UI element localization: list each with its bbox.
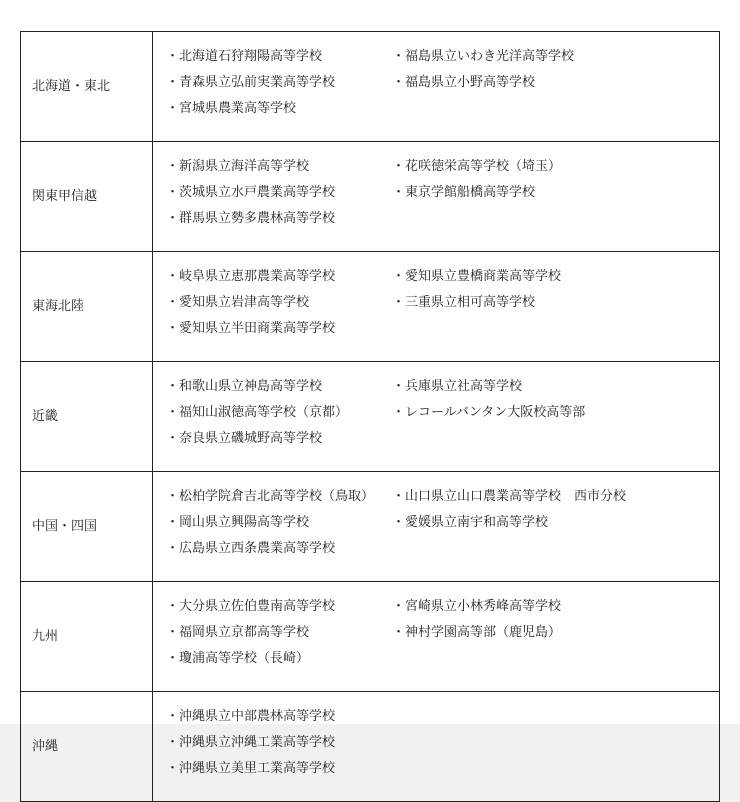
table-row bbox=[21, 582, 720, 692]
school-item: ・広島県立西条農業高等学校 bbox=[166, 541, 336, 556]
school-item: ・青森県立弘前実業高等学校 bbox=[166, 75, 336, 90]
school-item: ・兵庫県立社高等学校 bbox=[392, 379, 523, 394]
school-item: ・新潟県立海洋高等学校 bbox=[166, 159, 310, 174]
school-grid bbox=[153, 704, 719, 782]
table-row bbox=[21, 472, 720, 582]
school-item: ・愛知県立半田商業高等学校 bbox=[166, 321, 336, 336]
region-cell: 関東甲信越 bbox=[21, 142, 153, 252]
table-row bbox=[21, 692, 720, 802]
school-grid bbox=[153, 484, 719, 562]
school-grid bbox=[153, 594, 719, 672]
school-item: ・花咲徳栄高等学校（埼玉） bbox=[392, 159, 562, 174]
school-item: ・宮城県農業高等学校 bbox=[166, 101, 297, 116]
school-item bbox=[392, 426, 719, 452]
school-list-table bbox=[20, 31, 720, 802]
school-item: ・和歌山県立神島高等学校 bbox=[166, 379, 323, 394]
table-row bbox=[21, 252, 720, 362]
school-list-cell bbox=[153, 32, 720, 142]
school-item: ・宮崎県立小林秀峰高等学校 bbox=[392, 599, 562, 614]
school-list-cell bbox=[153, 582, 720, 692]
school-item bbox=[392, 704, 719, 730]
school-list-cell bbox=[153, 362, 720, 472]
school-item: ・福岡県立京都高等学校 bbox=[166, 625, 310, 640]
school-item: ・岐阜県立恵那農業高等学校 bbox=[166, 269, 336, 284]
school-grid bbox=[153, 374, 719, 452]
school-item: ・瓊浦高等学校（長崎） bbox=[166, 651, 310, 666]
school-item: ・愛知県立岩津高等学校 bbox=[166, 295, 310, 310]
school-item bbox=[392, 316, 719, 342]
school-item: ・群馬県立勢多農林高等学校 bbox=[166, 211, 336, 226]
table-row bbox=[21, 362, 720, 472]
region-cell: 近畿 bbox=[21, 362, 153, 472]
school-item: ・福島県立いわき光洋高等学校 bbox=[392, 49, 575, 64]
school-grid bbox=[153, 154, 719, 232]
school-item: ・岡山県立興陽高等学校 bbox=[166, 515, 310, 530]
school-list-cell bbox=[153, 472, 720, 582]
school-item: ・レコールバンタン大阪校高等部 bbox=[392, 405, 586, 420]
school-item bbox=[392, 730, 719, 756]
school-item: ・松柏学院倉吉北高等学校（鳥取） bbox=[166, 489, 375, 504]
school-item bbox=[392, 206, 719, 232]
school-item: ・福知山淑徳高等学校（京都） bbox=[166, 405, 349, 420]
table-body bbox=[21, 32, 720, 802]
school-item bbox=[392, 756, 719, 782]
school-item: ・神村学園高等部（鹿児島） bbox=[392, 625, 562, 640]
school-grid bbox=[153, 264, 719, 342]
school-grid bbox=[153, 44, 719, 122]
school-item: ・愛知県立豊橋商業高等学校 bbox=[392, 269, 562, 284]
school-list-cell bbox=[153, 142, 720, 252]
school-item: ・愛媛県立南宇和高等学校 bbox=[392, 515, 549, 530]
region-cell: 北海道・東北 bbox=[21, 32, 153, 142]
school-list-cell bbox=[153, 252, 720, 362]
region-cell: 東海北陸 bbox=[21, 252, 153, 362]
school-item bbox=[392, 536, 719, 562]
school-list-cell bbox=[153, 692, 720, 802]
school-item: ・沖縄県立中部農林高等学校 bbox=[166, 709, 336, 724]
table-row bbox=[21, 32, 720, 142]
region-cell: 沖縄 bbox=[21, 692, 153, 802]
school-item: ・奈良県立磯城野高等学校 bbox=[166, 431, 323, 446]
school-item: ・大分県立佐伯豊南高等学校 bbox=[166, 599, 336, 614]
school-item: ・山口県立山口農業高等学校 西市分校 bbox=[392, 489, 627, 504]
school-item: ・北海道石狩翔陽高等学校 bbox=[166, 49, 323, 64]
school-item bbox=[392, 646, 719, 672]
table-row bbox=[21, 142, 720, 252]
school-item: ・東京学館船橋高等学校 bbox=[392, 185, 536, 200]
region-cell: 中国・四国 bbox=[21, 472, 153, 582]
school-item bbox=[392, 96, 719, 122]
school-item: ・茨城県立水戸農業高等学校 bbox=[166, 185, 336, 200]
school-item: ・沖縄県立美里工業高等学校 bbox=[166, 761, 336, 776]
region-cell: 九州 bbox=[21, 582, 153, 692]
school-item: ・三重県立相可高等学校 bbox=[392, 295, 536, 310]
school-item: ・沖縄県立沖縄工業高等学校 bbox=[166, 735, 336, 750]
school-item: ・福島県立小野高等学校 bbox=[392, 75, 536, 90]
